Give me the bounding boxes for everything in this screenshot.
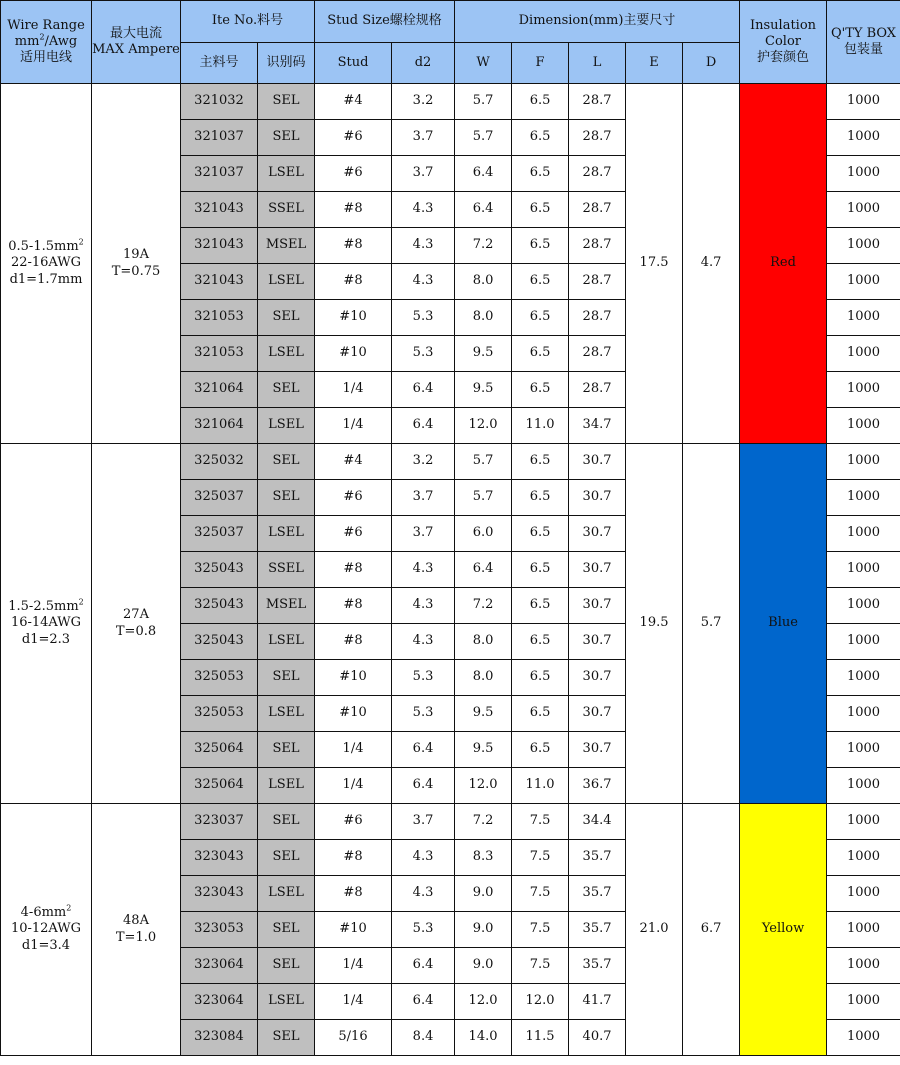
wire-range-cell [1,804,92,1056]
main-code-cell: 321043 [181,192,258,228]
w-cell: 8.3 [455,840,512,876]
wire-range-awg: 22-16AWG [10,255,82,271]
ident-code-cell: SEL [258,480,315,516]
qty-box-cell: 1000 [827,624,900,660]
qty-box-cell: 1000 [827,876,900,912]
main-code-cell: 323043 [181,840,258,876]
header-max-ampere-line1: 最大电流 [109,25,162,41]
d-cell: 6.7 [683,804,740,1056]
ident-code-cell: LSEL [258,624,315,660]
main-code-cell: 325043 [181,552,258,588]
d2-cell: 6.4 [392,372,455,408]
f-cell: 6.5 [512,552,569,588]
ident-code-cell: SEL [258,732,315,768]
w-cell: 5.7 [455,120,512,156]
f-cell: 12.0 [512,984,569,1020]
thickness-value: T=0.75 [111,263,161,279]
ident-code-cell: MSEL [258,588,315,624]
qty-box-cell: 1000 [827,948,900,984]
qty-box-cell: 1000 [827,192,900,228]
qty-box-cell: 1000 [827,408,900,444]
l-cell: 30.7 [569,516,626,552]
main-code-cell: 325053 [181,696,258,732]
l-cell: 30.7 [569,552,626,588]
f-cell: 7.5 [512,804,569,840]
max-ampere-cell [92,804,181,1056]
ident-code-cell: SEL [258,84,315,120]
stud-cell: #4 [315,84,392,120]
header-l: L [569,43,626,84]
header-insulation-line1: Insulation [750,17,817,33]
ident-code-cell: SSEL [258,552,315,588]
wire-range-sup: 2 [66,903,72,913]
wire-range-line1 [1,239,91,255]
wire-range-cell [1,84,92,444]
stud-cell: #6 [315,480,392,516]
main-code-cell: 321037 [181,156,258,192]
stud-cell: 1/4 [315,372,392,408]
l-cell: 28.7 [569,156,626,192]
qty-box-cell: 1000 [827,444,900,480]
w-cell: 9.5 [455,696,512,732]
l-cell: 30.7 [569,444,626,480]
f-cell: 6.5 [512,120,569,156]
l-cell: 30.7 [569,732,626,768]
ident-code-cell: SEL [258,444,315,480]
stud-cell: #8 [315,840,392,876]
qty-box-cell: 1000 [827,372,900,408]
qty-box-cell: 1000 [827,768,900,804]
main-code-cell: 325037 [181,516,258,552]
ident-code-cell: SEL [258,804,315,840]
max-ampere-value: 48A [123,913,149,929]
l-cell: 28.7 [569,264,626,300]
d2-cell: 6.4 [392,732,455,768]
wire-range-cell [1,444,92,804]
w-cell: 7.2 [455,804,512,840]
stud-cell: #8 [315,228,392,264]
wire-range-size: 1.5-2.5mm [8,599,79,615]
ident-code-cell: SEL [258,372,315,408]
stud-cell: 1/4 [315,768,392,804]
l-cell: 28.7 [569,84,626,120]
f-cell: 6.5 [512,228,569,264]
f-cell: 6.5 [512,372,569,408]
stud-cell: #10 [315,300,392,336]
l-cell: 40.7 [569,1020,626,1056]
header-wire-range-line1: Wire Range [7,17,85,33]
e-cell: 21.0 [626,804,683,1056]
main-code-cell: 323043 [181,876,258,912]
w-cell: 8.0 [455,624,512,660]
stud-cell: 1/4 [315,948,392,984]
header-wire-range [1,1,92,84]
qty-box-cell: 1000 [827,1020,900,1056]
header-e: E [626,43,683,84]
qty-box-cell: 1000 [827,264,900,300]
l-cell: 28.7 [569,372,626,408]
wire-range-d1: d1=1.7mm [9,271,83,287]
max-ampere-value: 19A [123,247,149,263]
stud-cell: #6 [315,156,392,192]
main-code-cell: 321053 [181,300,258,336]
l-cell: 28.7 [569,300,626,336]
stud-cell: 1/4 [315,408,392,444]
f-cell: 7.5 [512,912,569,948]
main-code-cell: 323064 [181,948,258,984]
d2-cell: 4.3 [392,588,455,624]
main-code-cell: 325043 [181,588,258,624]
l-cell: 35.7 [569,912,626,948]
l-cell: 30.7 [569,624,626,660]
main-code-cell: 321064 [181,408,258,444]
f-cell: 6.5 [512,156,569,192]
qty-box-cell: 1000 [827,300,900,336]
stud-cell: #10 [315,912,392,948]
main-code-cell: 321043 [181,228,258,264]
d2-cell: 3.7 [392,120,455,156]
d-cell: 4.7 [683,84,740,444]
header-stud-size: Stud Size螺栓规格 [315,1,455,43]
d2-cell: 4.3 [392,624,455,660]
l-cell: 28.7 [569,336,626,372]
wire-range-sup: 2 [78,597,84,607]
header-ident-code: 识别码 [258,43,315,84]
f-cell: 7.5 [512,876,569,912]
w-cell: 12.0 [455,408,512,444]
stud-cell: #8 [315,552,392,588]
l-cell: 41.7 [569,984,626,1020]
header-d2: d2 [392,43,455,84]
ident-code-cell: SEL [258,840,315,876]
stud-cell: #8 [315,588,392,624]
d2-cell: 6.4 [392,984,455,1020]
d2-cell: 4.3 [392,264,455,300]
qty-box-cell: 1000 [827,660,900,696]
main-code-cell: 325053 [181,660,258,696]
w-cell: 9.0 [455,912,512,948]
d-cell: 5.7 [683,444,740,804]
header-wire-range-sup: 2 [39,32,45,42]
header-wire-range-line3: 适用电线 [19,50,72,66]
header-d: D [683,43,740,84]
main-code-cell: 325043 [181,624,258,660]
w-cell: 5.7 [455,84,512,120]
f-cell: 7.5 [512,948,569,984]
main-code-cell: 325037 [181,480,258,516]
d2-cell: 6.4 [392,768,455,804]
f-cell: 6.5 [512,336,569,372]
ident-code-cell: SEL [258,948,315,984]
wire-range-d1: d1=2.3 [21,631,71,647]
header-insulation-color [740,1,827,84]
table-header [1,1,900,84]
e-cell: 17.5 [626,84,683,444]
l-cell: 35.7 [569,840,626,876]
ident-code-cell: SEL [258,300,315,336]
d2-cell: 4.3 [392,876,455,912]
table-row [1,804,900,840]
main-code-cell: 321037 [181,120,258,156]
header-w: W [455,43,512,84]
l-cell: 30.7 [569,588,626,624]
w-cell: 12.0 [455,768,512,804]
f-cell: 6.5 [512,480,569,516]
stud-cell: #4 [315,444,392,480]
qty-box-cell: 1000 [827,84,900,120]
d2-cell: 6.4 [392,408,455,444]
qty-box-cell: 1000 [827,120,900,156]
max-ampere-value: 27A [123,607,149,623]
wire-range-line1 [1,599,91,615]
l-cell: 36.7 [569,768,626,804]
f-cell: 6.5 [512,84,569,120]
stud-cell: #6 [315,120,392,156]
table-row [1,444,900,480]
l-cell: 28.7 [569,192,626,228]
l-cell: 30.7 [569,696,626,732]
w-cell: 5.7 [455,480,512,516]
stud-cell: 1/4 [315,732,392,768]
wire-range-d1: d1=3.4 [21,937,71,953]
insulation-color-cell: Blue [740,444,827,804]
header-wire-range-awg: /Awg [44,33,78,49]
d2-cell: 3.7 [392,516,455,552]
f-cell: 6.5 [512,696,569,732]
header-qty-line1: Q'TY BOX [830,25,897,41]
stud-cell: #6 [315,804,392,840]
d2-cell: 3.2 [392,84,455,120]
w-cell: 6.4 [455,156,512,192]
main-code-cell: 323053 [181,912,258,948]
qty-box-cell: 1000 [827,480,900,516]
qty-box-cell: 1000 [827,552,900,588]
w-cell: 14.0 [455,1020,512,1056]
ident-code-cell: SEL [258,912,315,948]
qty-box-cell: 1000 [827,840,900,876]
f-cell: 7.5 [512,840,569,876]
w-cell: 9.0 [455,876,512,912]
main-code-cell: 323037 [181,804,258,840]
w-cell: 7.2 [455,588,512,624]
stud-cell: #10 [315,696,392,732]
w-cell: 6.0 [455,516,512,552]
qty-box-cell: 1000 [827,516,900,552]
ident-code-cell: LSEL [258,264,315,300]
w-cell: 6.4 [455,552,512,588]
d2-cell: 3.7 [392,156,455,192]
wire-range-sup: 2 [78,237,84,247]
main-code-cell: 325064 [181,768,258,804]
header-f: F [512,43,569,84]
f-cell: 11.0 [512,768,569,804]
thickness-value: T=0.8 [115,623,157,639]
d2-cell: 3.7 [392,480,455,516]
ident-code-cell: LSEL [258,408,315,444]
ident-code-cell: LSEL [258,696,315,732]
d2-cell: 6.4 [392,948,455,984]
header-max-ampere [92,1,181,84]
f-cell: 6.5 [512,624,569,660]
qty-box-cell: 1000 [827,156,900,192]
l-cell: 34.7 [569,408,626,444]
f-cell: 11.5 [512,1020,569,1056]
qty-box-cell: 1000 [827,228,900,264]
stud-cell: #8 [315,876,392,912]
insulation-color-cell: Red [740,84,827,444]
d2-cell: 5.3 [392,696,455,732]
d2-cell: 5.3 [392,660,455,696]
ident-code-cell: LSEL [258,876,315,912]
main-code-cell: 325032 [181,444,258,480]
max-ampere-cell [92,84,181,444]
stud-cell: 1/4 [315,984,392,1020]
ident-code-cell: LSEL [258,984,315,1020]
qty-box-cell: 1000 [827,912,900,948]
f-cell: 6.5 [512,516,569,552]
stud-cell: #10 [315,336,392,372]
wire-range-awg: 16-14AWG [10,615,82,631]
header-wire-range-line2 [1,34,91,50]
wire-range-size: 0.5-1.5mm [8,239,79,255]
ident-code-cell: LSEL [258,336,315,372]
l-cell: 30.7 [569,660,626,696]
thickness-value: T=1.0 [115,929,157,945]
d2-cell: 3.7 [392,804,455,840]
f-cell: 6.5 [512,192,569,228]
stud-cell: #8 [315,192,392,228]
header-dimension: Dimension(mm)主要尺寸 [455,1,740,43]
w-cell: 8.0 [455,264,512,300]
header-main-code: 主料号 [181,43,258,84]
w-cell: 12.0 [455,984,512,1020]
d2-cell: 5.3 [392,336,455,372]
f-cell: 6.5 [512,444,569,480]
main-code-cell: 321043 [181,264,258,300]
ident-code-cell: LSEL [258,516,315,552]
l-cell: 34.4 [569,804,626,840]
l-cell: 28.7 [569,120,626,156]
l-cell: 35.7 [569,948,626,984]
w-cell: 6.4 [455,192,512,228]
w-cell: 9.5 [455,372,512,408]
d2-cell: 4.3 [392,228,455,264]
ident-code-cell: SEL [258,1020,315,1056]
qty-box-cell: 1000 [827,696,900,732]
stud-cell: #10 [315,660,392,696]
w-cell: 7.2 [455,228,512,264]
header-wire-range-unit: mm [14,33,40,49]
header-qty-box [827,1,900,84]
ident-code-cell: LSEL [258,768,315,804]
qty-box-cell: 1000 [827,804,900,840]
stud-cell: 5/16 [315,1020,392,1056]
f-cell: 6.5 [512,300,569,336]
max-ampere-cell [92,444,181,804]
w-cell: 9.0 [455,948,512,984]
ident-code-cell: MSEL [258,228,315,264]
d2-cell: 5.3 [392,300,455,336]
w-cell: 5.7 [455,444,512,480]
ident-code-cell: SEL [258,660,315,696]
insulation-color-cell: Yellow [740,804,827,1056]
f-cell: 6.5 [512,660,569,696]
w-cell: 8.0 [455,660,512,696]
main-code-cell: 323064 [181,984,258,1020]
qty-box-cell: 1000 [827,588,900,624]
f-cell: 6.5 [512,588,569,624]
e-cell: 19.5 [626,444,683,804]
qty-box-cell: 1000 [827,732,900,768]
d2-cell: 4.3 [392,192,455,228]
f-cell: 6.5 [512,264,569,300]
qty-box-cell: 1000 [827,336,900,372]
l-cell: 28.7 [569,228,626,264]
header-max-ampere-line2: MAX Ampere [92,42,180,57]
main-code-cell: 321053 [181,336,258,372]
ident-code-cell: SSEL [258,192,315,228]
table-row [1,84,900,120]
d2-cell: 5.3 [392,912,455,948]
header-item-no: Ite No.料号 [181,1,315,43]
header-qty-line2: 包装量 [844,42,884,57]
d2-cell: 8.4 [392,1020,455,1056]
stud-cell: #6 [315,516,392,552]
d2-cell: 4.3 [392,552,455,588]
d2-cell: 4.3 [392,840,455,876]
wire-range-awg: 10-12AWG [10,921,82,937]
main-code-cell: 321032 [181,84,258,120]
f-cell: 11.0 [512,408,569,444]
qty-box-cell: 1000 [827,984,900,1020]
header-stud: Stud [315,43,392,84]
main-code-cell: 323084 [181,1020,258,1056]
header-insulation-line2: Color [765,33,802,49]
wire-range-size: 4-6mm [20,905,67,921]
ident-code-cell: SEL [258,120,315,156]
stud-cell: #8 [315,624,392,660]
stud-cell: #8 [315,264,392,300]
w-cell: 9.5 [455,732,512,768]
f-cell: 6.5 [512,732,569,768]
table-body [1,84,900,1056]
wire-range-line1 [1,905,91,921]
l-cell: 35.7 [569,876,626,912]
d2-cell: 3.2 [392,444,455,480]
w-cell: 8.0 [455,300,512,336]
w-cell: 9.5 [455,336,512,372]
main-code-cell: 321064 [181,372,258,408]
l-cell: 30.7 [569,480,626,516]
main-code-cell: 325064 [181,732,258,768]
header-insulation-line3: 护套颜色 [757,50,810,66]
ident-code-cell: LSEL [258,156,315,192]
